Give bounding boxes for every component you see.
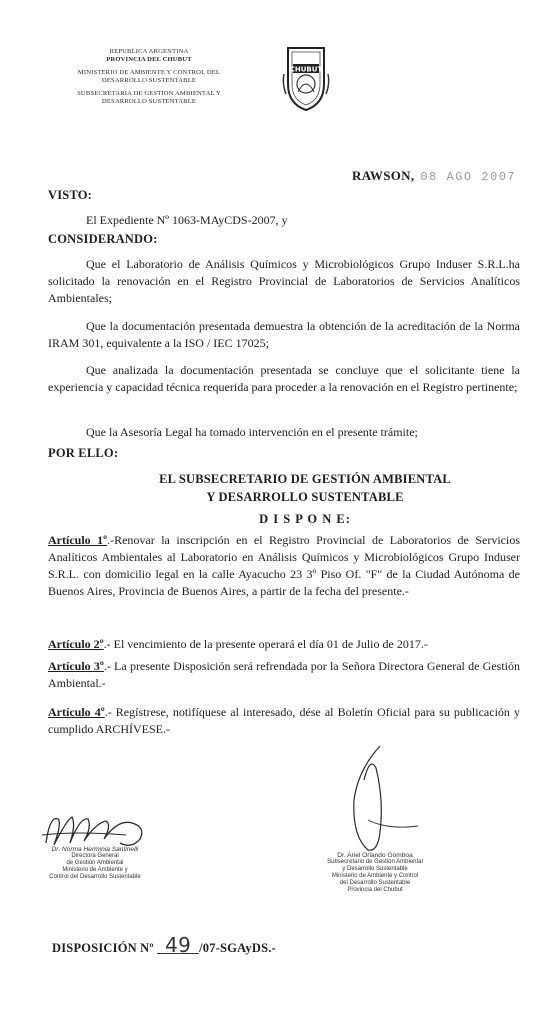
article-2 [48,636,520,653]
considerando-heading: CONSIDERANDO: [48,232,158,246]
letterhead-country: REPUBLICA ARGENTINA [109,48,189,55]
article-3 [48,658,520,692]
article-1-text: .-Renovar la inscripción en el Registro Provincial de Laboratorios de Servicios Analíticos Ambientales al Laboratorio en Análisis Químicos y Microbiológicos Grupo Induser S.R.L. con domicilio legal en la calle Ayacucho 23 3º Piso Of. "F" de la Ciudad Autónoma de Buenos Aires, Provincia de Buenos Aires, a partir de la fecha del presente.- [48,533,520,598]
article-4 [48,704,520,738]
right-sig-title: Subsecretario de Gestión Ambiental [327,859,423,865]
right-sig-title-2: y Desarrollo Sustentable [342,866,408,872]
considerando-p2: Que la documentación presentada demuestra la obtención de la acreditación de la Norma IRAM 301, equivalente a la ISO / IEC 17025; [48,319,520,350]
place: RAWSON, [352,168,415,183]
left-sig-ministry-2: Control del Desarrollo Sustentable [49,874,141,880]
province-seal [282,44,330,112]
dispone-heading: D I S P O N E: [259,512,351,526]
left-sig-ministry: Ministerio de Ambiente y [62,867,128,873]
article-3-label: Artículo 3º [48,659,104,673]
authority-line2: Y DESARROLLO SUSTENTABLE [206,490,404,504]
article-1 [48,532,520,600]
letterhead-ministry-2: DESARROLLO SUSTENTABLE [101,76,197,84]
right-sig-ministry: Ministerio de Ambiente y Control [331,873,419,879]
authority-line1: EL SUBSECRETARIO DE GESTIÓN AMBIENTAL [159,472,451,486]
disposicion-suffix: /07-SGAyDS.- [199,941,276,955]
article-4-label: Artículo 4º [48,705,105,719]
article-3-text: .- La presente Disposición será refrendada por la Señora Directora General de Gestión Ambiental.- [48,659,520,690]
letterhead-ministry: MINISTERIO DE AMBIENTE Y CONTROL DEL [77,69,221,77]
visto-text: El Expediente Nº 1063-MAyCDS-2007, y [86,213,288,227]
considerando-p1: Que el Laboratorio de Análisis Químicos y Microbiológicos Grupo Induser S.R.L.ha solicitado la renovación en el Registro Provincial de Laboratorios de Servicios Analíticos Ambientales; [48,257,520,305]
disposicion-prefix: DISPOSICIÓN Nº [52,941,154,955]
letterhead [60,48,238,106]
seal-text: CHUBUT [289,65,323,74]
left-sig-dept: de Gestión Ambiental [66,860,124,866]
right-sig-ministry-2: del Desarrollo Sustentable [339,880,411,886]
article-1-label: Artículo 1º [48,533,108,547]
disposicion-handwritten-number: 49 [157,937,199,954]
considerando-p4: Que la Asesoría Legal ha tomado intervención en el presente trámite; [86,425,418,439]
letterhead-subsecretary: SUBSECRETARIA DE GESTION AMBIENTAL Y [77,90,221,98]
considerando-p3: Que analizada la documentación presentada se concluye que el solicitante tiene la experiencia y capacidad técnica requerida para proceder a la renovación en el Registro pertinente; [48,363,520,394]
right-sig-province: Provincia del Chubut [347,887,403,893]
right-sig-name: Dr. Ariel Orlando Gomboa [337,852,413,859]
left-sig-title: Directora General [71,853,119,859]
right-signature-stamp [310,852,440,894]
right-signature-drawing [318,740,468,860]
date-stamp: 08 AGO 2007 [420,170,517,184]
article-2-text: .- El vencimiento de la presente operará el día 01 de Julio de 2017.- [103,637,428,651]
left-signature-stamp [30,846,160,881]
letterhead-subsecretary-2: DESARROLLO SUSTENTABLE [101,97,197,105]
article-4-text: .- Regístrese, notifíquese al interesado, dése al Boletín Oficial para su publicación y cumplido ARCHÍVESE.- [48,705,520,736]
article-2-label: Artículo 2º [48,637,104,651]
por-ello-heading: POR ELLO: [48,446,119,460]
letterhead-province: PROVINCIA DEL CHUBUT [106,55,192,63]
disposicion-number [52,933,276,957]
left-sig-name: Dr. Norma Herminia Santinelli [51,846,139,853]
visto-heading: VISTO: [48,188,93,202]
place-date [352,168,516,184]
